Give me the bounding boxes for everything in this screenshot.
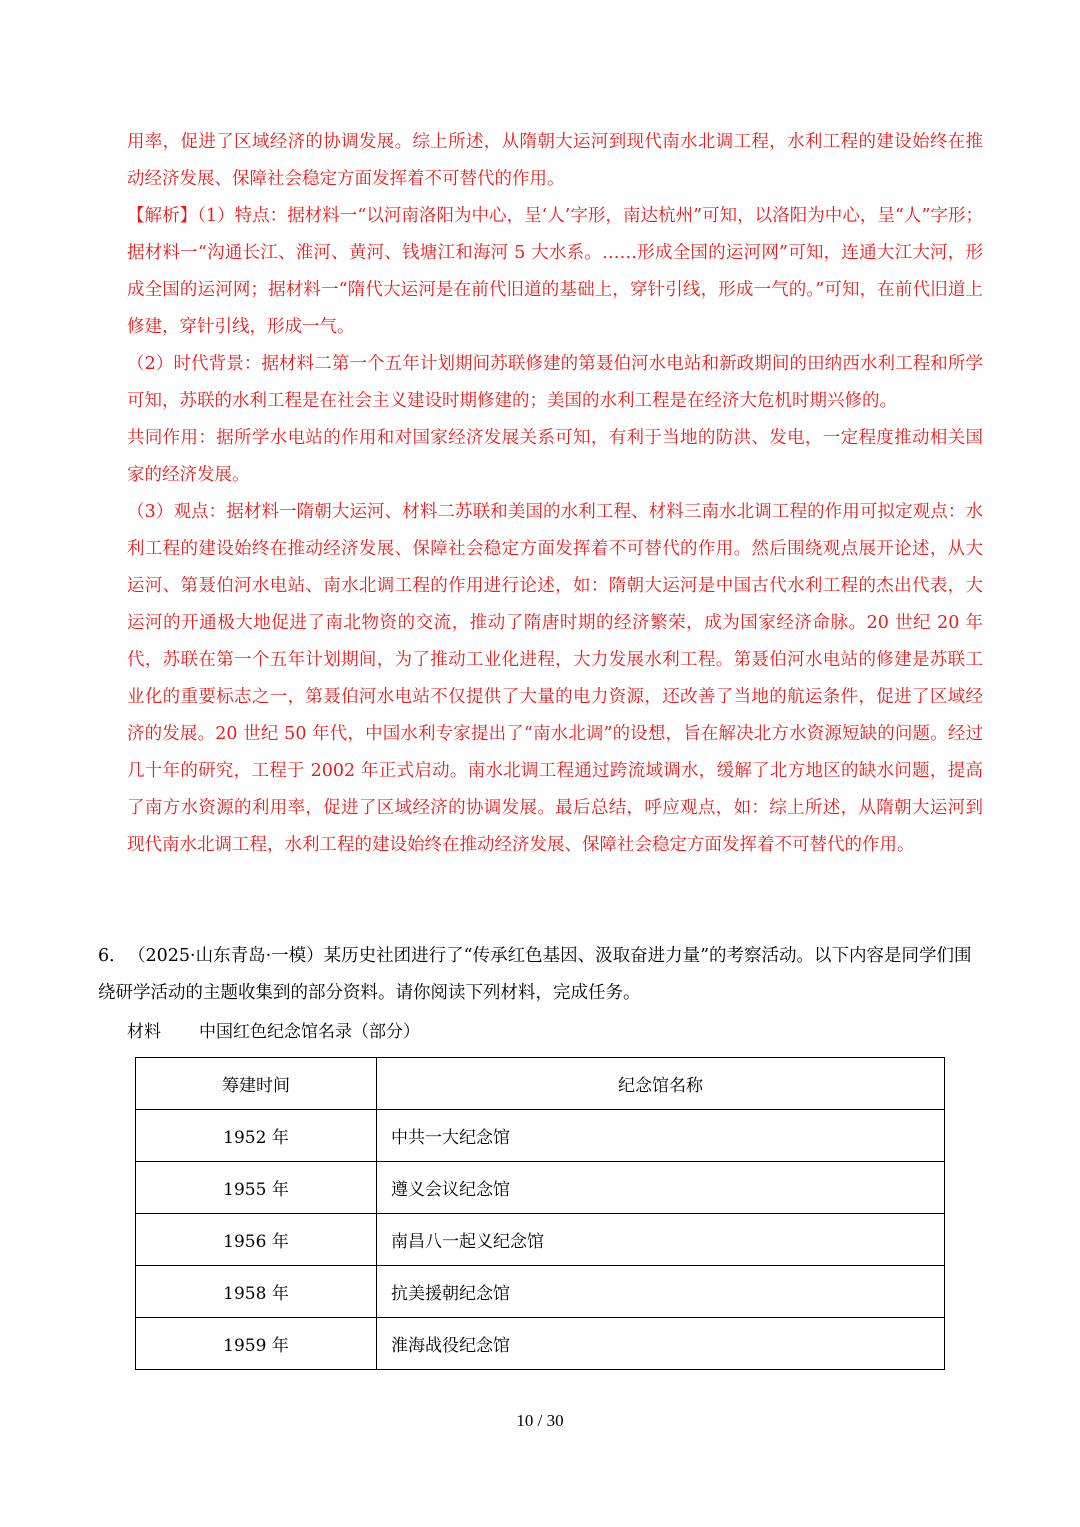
analysis-part-1: 【解析】（1）特点：据材料一“以河南洛阳为中心，呈‘人’字形，南达杭州”可知，以洛阳为中心，呈“人”字形；据材料一“沟通长江、淮河、黄河、钱塘江和海河 5 大水系。……形成全国的运河网”可知，连通大江大河，形成全国的运河网；据材料一“隋代大运河是在前代旧道的基础上，穿针引线，形成一气的。”可知，在前代旧道上修建，穿针引线，形成一气。 bbox=[127, 206, 983, 337]
row-year: 1959 年 bbox=[136, 1318, 377, 1370]
table-row bbox=[136, 1214, 945, 1266]
row-name: 中共一大纪念馆 bbox=[377, 1110, 945, 1162]
table-row bbox=[136, 1318, 945, 1370]
material-label: 材料 bbox=[127, 1022, 161, 1042]
memorial-table bbox=[135, 1057, 945, 1370]
row-year: 1958 年 bbox=[136, 1266, 377, 1318]
row-name: 南昌八一起义纪念馆 bbox=[377, 1214, 945, 1266]
question-number: 6． bbox=[98, 946, 127, 966]
row-year: 1955 年 bbox=[136, 1162, 377, 1214]
row-name: 抗美援朝纪念馆 bbox=[377, 1266, 945, 1318]
header-year: 筹建时间 bbox=[136, 1058, 377, 1110]
analysis-part-3: （3）观点：据材料一隋朝大运河、材料二苏联和美国的水利工程、材料三南水北调工程的作用可拟定观点：水利工程的建设始终在推动经济发展、保障社会稳定方面发挥着不可替代的作用。然后围绕观点展开论述，从大运河、第聂伯河水电站、南水北调工程的作用进行论述，如：隋朝大运河是中国古代水利工程的杰出代表，大运河的开通极大地促进了南北物资的交流，推动了隋唐时期的经济繁荣，成为国家经济命脉。20 世纪 20 年代，苏联在第一个五年计划期间，为了推动工业化进程，大力发展水利工程。第聂伯河水电站的修建是苏联工业化的重要标志之一，第聂伯河水电站不仅提供了大量的电力资源，还改善了当地的航运条件，促进了区域经济的发展。20 世纪 50 年代，中国水利专家提出了“南水北调”的设想，旨在解决北方水资源短缺的问题。经过几十年的研究，工程于 2002 年正式启动。南水北调工程通过跨流域调水，缓解了北方地区的缺水问题，提高了南方水资源的利用率，促进了区域经济的协调发展。最后总结，呼应观点，如：综上所述，从隋朝大运河到现代南水北调工程，水利工程的建设始终在推动经济发展、保障社会稳定方面发挥着不可替代的作用。 bbox=[127, 502, 983, 855]
row-name: 淮海战役纪念馆 bbox=[377, 1318, 945, 1370]
analysis-part-2: （2）时代背景：据材料二第一个五年计划期间苏联修建的第聂伯河水电站和新政期间的田纳西水利工程和所学可知，苏联的水利工程是在社会主义建设时期修建的；美国的水利工程是在经济大危机时期兴修的。 bbox=[127, 354, 983, 411]
table-row bbox=[136, 1266, 945, 1318]
table-row bbox=[136, 1162, 945, 1214]
page-number: 10 / 30 bbox=[516, 1411, 564, 1430]
table-row bbox=[136, 1110, 945, 1162]
material-title: 中国红色纪念馆名录（部分） bbox=[199, 1022, 420, 1042]
row-year: 1952 年 bbox=[136, 1110, 377, 1162]
analysis-common-effect: 共同作用：据所学水电站的作用和对国家经济发展关系可知，有利于当地的防洪、发电，一定程度推动相关国家的经济发展。 bbox=[127, 428, 983, 485]
analysis-conclusion: 用率，促进了区域经济的协调发展。综上所述，从隋朝大运河到现代南水北调工程，水利工程的建设始终在推动经济发展、保障社会稳定方面发挥着不可替代的作用。 bbox=[127, 132, 983, 189]
material-caption bbox=[127, 1015, 420, 1049]
question-text: （2025·山东青岛·一模）某历史社团进行了“传承红色基因、汲取奋进力量”的考察活动。以下内容是同学们围绕研学活动的主题收集到的部分资料。请你阅读下列材料，完成任务。 bbox=[98, 946, 972, 1003]
row-name: 遵义会议纪念馆 bbox=[377, 1162, 945, 1214]
table-header-row bbox=[136, 1058, 945, 1110]
header-name: 纪念馆名称 bbox=[377, 1058, 945, 1110]
analysis-block bbox=[127, 124, 983, 864]
row-year: 1956 年 bbox=[136, 1214, 377, 1266]
question-6 bbox=[98, 938, 983, 1012]
